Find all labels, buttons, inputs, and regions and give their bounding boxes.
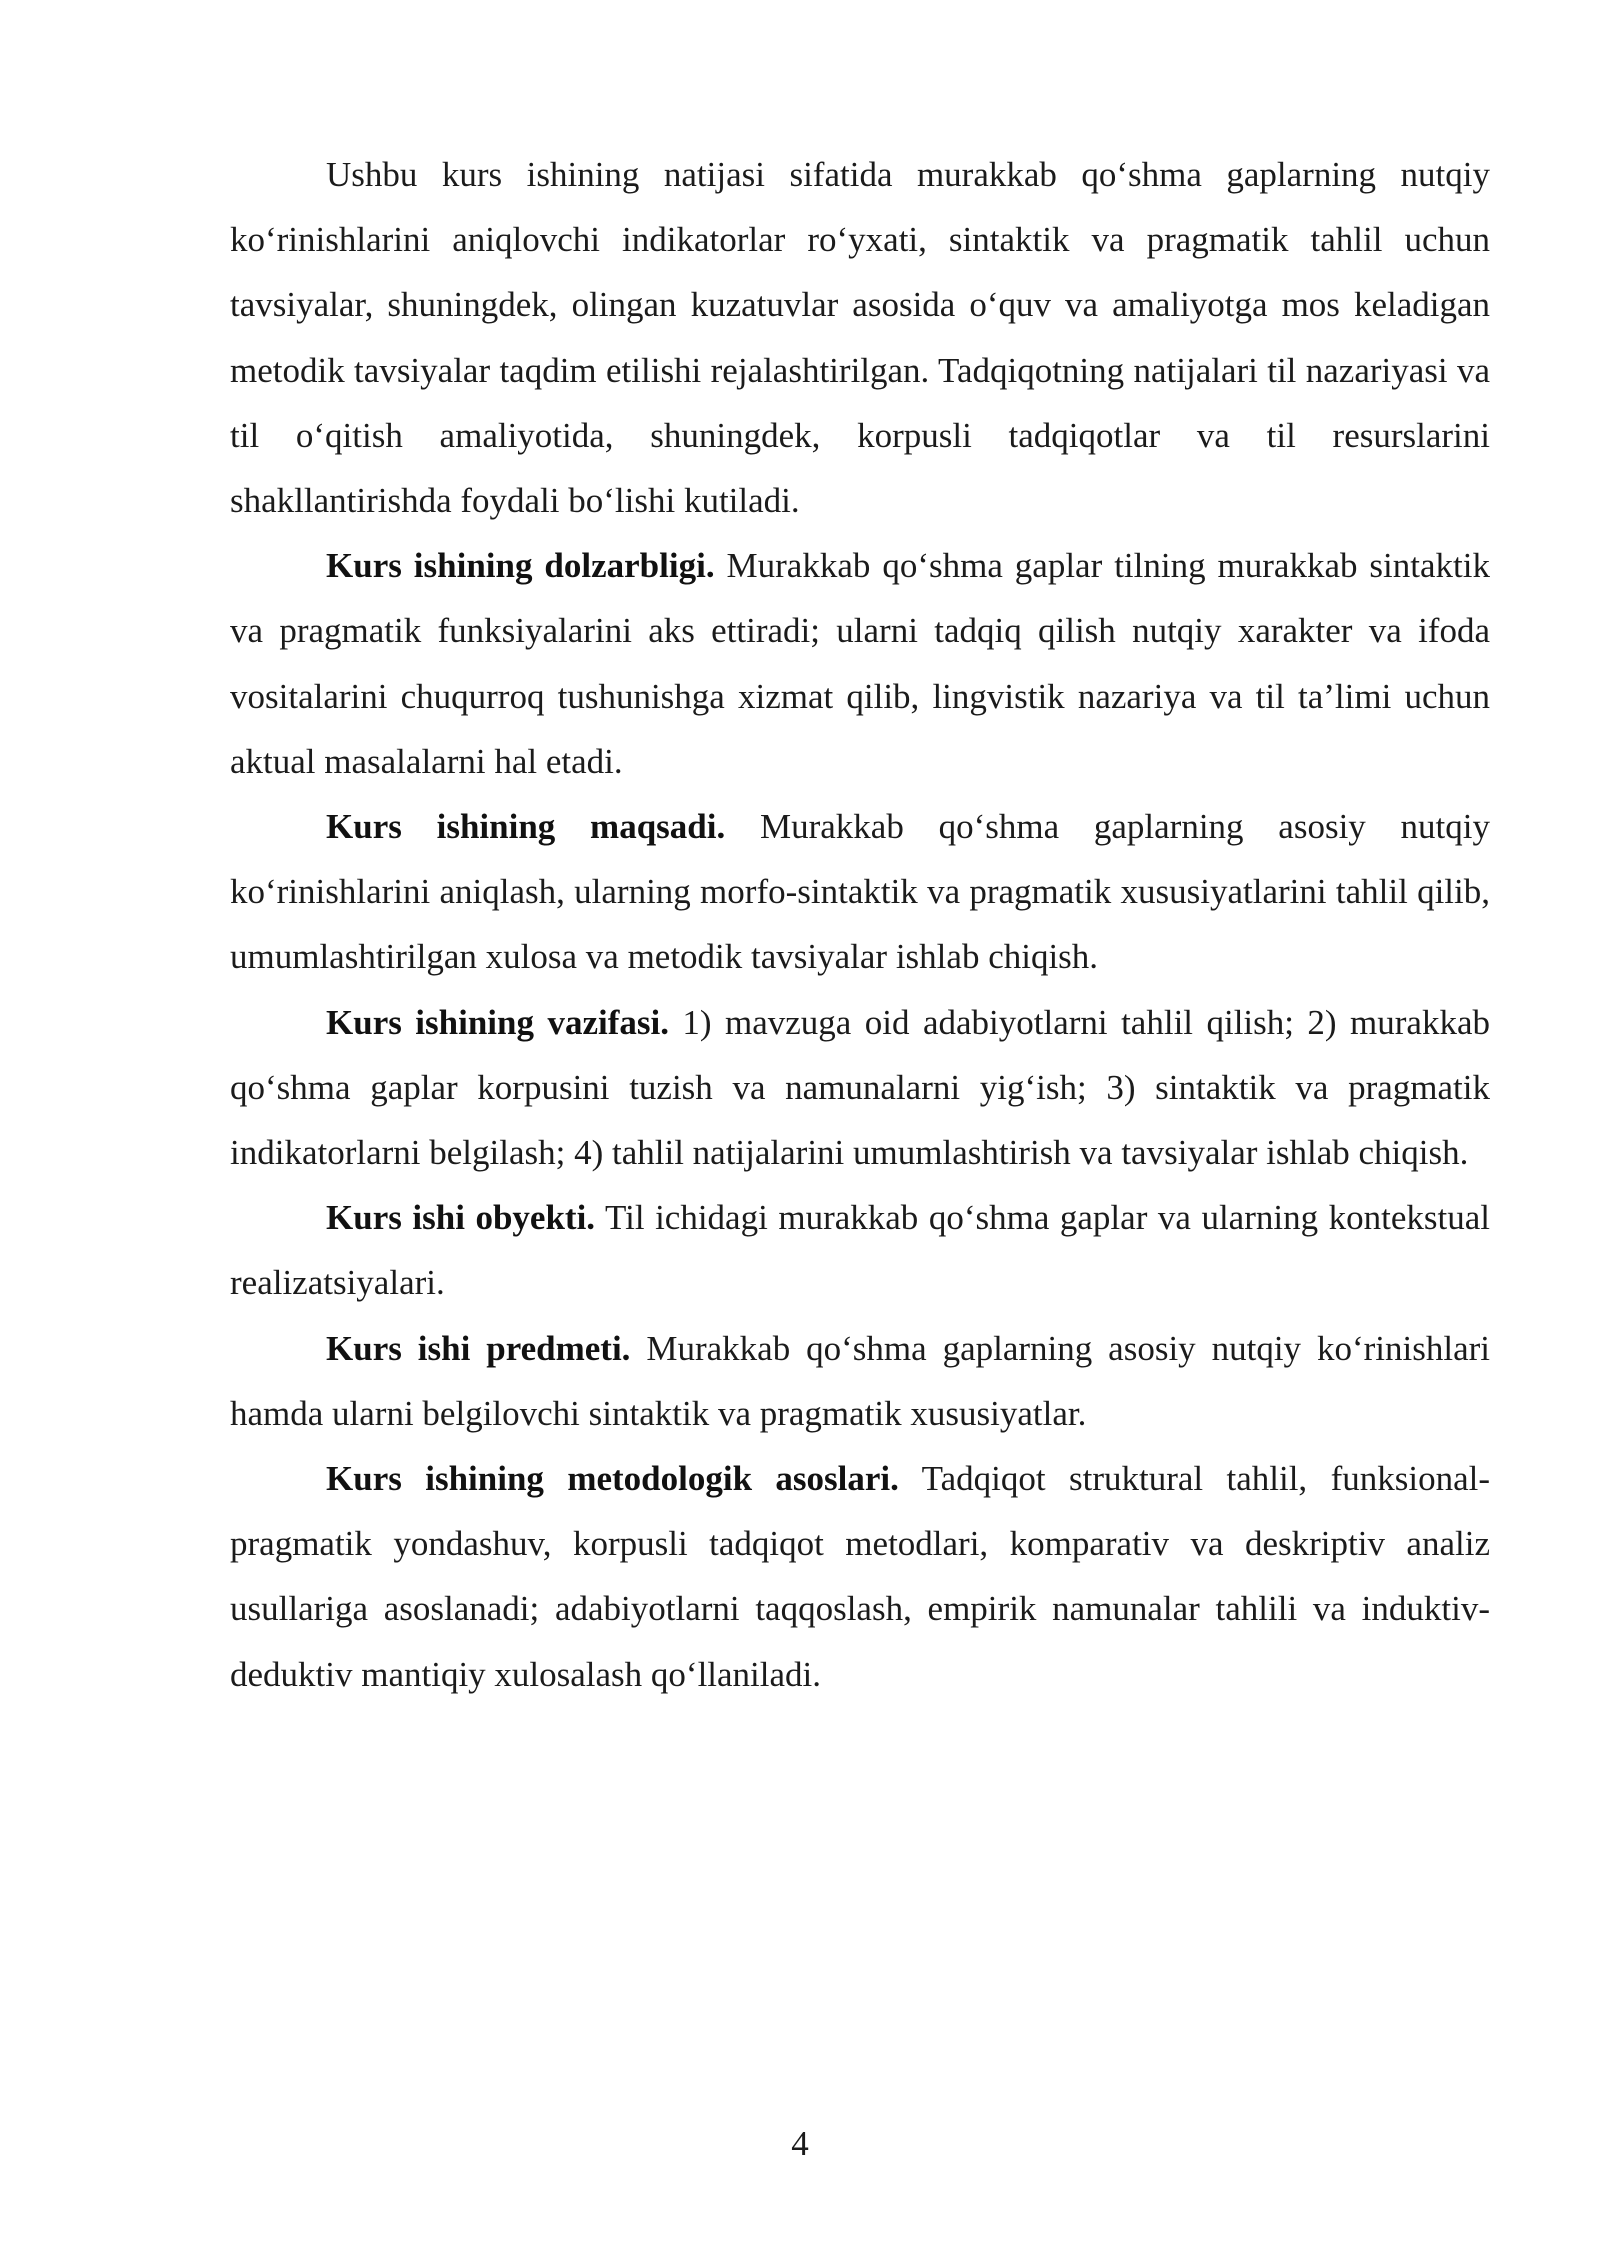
paragraph-results [230, 142, 1490, 533]
paragraph-lead: Kurs ishining dolzarbligi. [326, 546, 715, 586]
paragraph-object [230, 1185, 1490, 1315]
paragraph-lead: Kurs ishining maqsadi. [326, 807, 726, 847]
paragraph-relevance [230, 533, 1490, 794]
paragraph-text: Murakkab qo‘shma gaplar tilning murakkab sintaktik va pragmatik funksiyalarini aks ettiradi; ularni tadqiq qilish nutqiy xarakter va ifoda vositalarini chuqurroq tushunishga xizmat qilib, lingvistik nazariya va til ta’limi uchun aktual masalalarni hal etadi. [230, 546, 1490, 781]
paragraph-goal [230, 794, 1490, 990]
paragraph-text: Ushbu kurs ishining natijasi sifatida murakkab qo‘shma gaplarning nutqiy ko‘rinishlarini aniqlovchi indikatorlar ro‘yxati, sintaktik va pragmatik tahlil uchun tavsiyalar, shuningdek, olingan kuzatuvlar asosida o‘quv va amaliyotga mos keladigan metodik tavsiyalar taqdim etilishi rejalashtirilgan. Tadqiqotning natijalari til nazariyasi va til o‘qitish amaliyotida, shuningdek, korpusli tadqiqotlar va til resurslarini shakllantirishda foydali bo‘lishi kutiladi. [230, 155, 1490, 521]
paragraph-text: Murakkab qo‘shma gaplarning asosiy nutqiy ko‘rinishlarini aniqlash, ularning morfo-sintaktik va pragmatik xususiyatlarini tahlil qilib, umumlashtirilgan xulosa va metodik tavsiyalar ishlab chiqish. [230, 807, 1490, 977]
paragraph-lead: Kurs ishining vazifasi. [326, 1002, 669, 1042]
page-number: 4 [791, 2124, 809, 2163]
page-body [230, 142, 1490, 1707]
paragraph-tasks [230, 990, 1490, 1186]
paragraph-lead: Kurs ishining metodologik asoslari. [326, 1459, 899, 1499]
paragraph-text: Tadqiqot struktural tahlil, funksional-pragmatik yondashuv, korpusli tadqiqot metodlari, komparativ va deskriptiv analiz usullariga asoslanadi; adabiyotlarni taqqoslash, empirik namunalar tahlili va induktiv-deduktiv mantiqiy xulosalash qo‘llaniladi. [230, 1459, 1490, 1694]
paragraph-lead: Kurs ishi obyekti. [326, 1198, 596, 1238]
paragraph-methodology [230, 1446, 1490, 1707]
paragraph-lead: Kurs ishi predmeti. [326, 1328, 631, 1368]
paragraph-text: Murakkab qo‘shma gaplarning asosiy nutqiy ko‘rinishlari hamda ularni belgilovchi sintaktik va pragmatik xususiyatlar. [230, 1328, 1490, 1433]
paragraph-text: Til ichidagi murakkab qo‘shma gaplar va ularning kontekstual realizatsiyalari. [230, 1198, 1490, 1303]
paragraph-text: 1) mavzuga oid adabiyotlarni tahlil qilish; 2) murakkab qo‘shma gaplar korpusini tuzish va namunalarni yig‘ish; 3) sintaktik va pragmatik indikatorlarni belgilash; 4) tahlil natijalarini umumlashtirish va tavsiyalar ishlab chiqish. [230, 1002, 1490, 1173]
paragraph-subject [230, 1316, 1490, 1446]
